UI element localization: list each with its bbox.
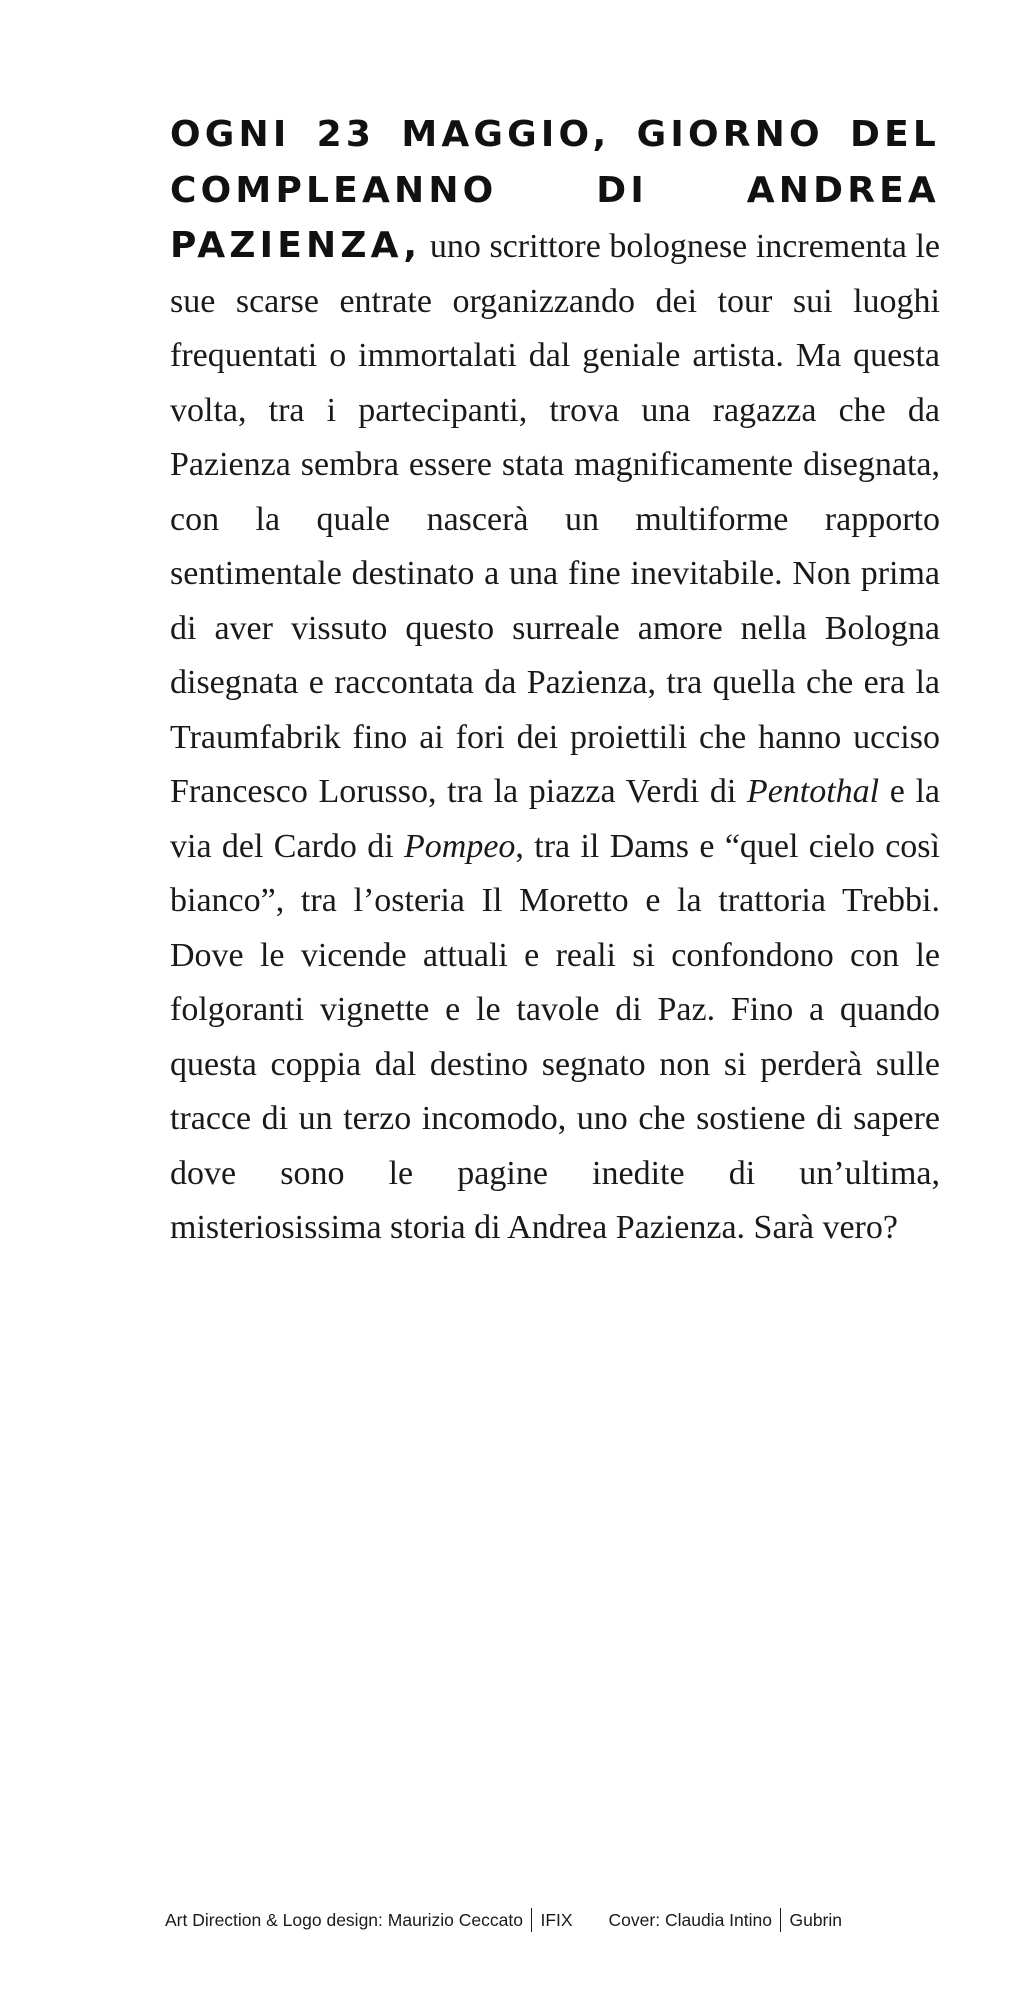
blurb-part-3: , tra il Dams e “quel cielo così bianco”, tra l’osteria Il Moretto e la trattoria Trebbi. Dove le vicende attuali e reali si confondono con le folgoranti vignette e le tavole di Paz. Fino a quando questa coppia dal destino segnato non si perderà sulle tracce di un terzo incomodo, uno che sostiene di sapere dove sono le pagine inedite di un’ultima, misteriosissima storia di Andrea Pazienza. Sarà vero? [170, 827, 940, 1246]
blurb-text [170, 108, 940, 1256]
credit-cover: Cover: Claudia Intino [608, 1910, 772, 1930]
credit-studio: IFIX [540, 1910, 573, 1930]
credit-separator [531, 1908, 533, 1932]
credit-art-direction: Art Direction & Logo design: Maurizio Ceccato [165, 1910, 523, 1930]
blurb-part-1: uno scrittore bolognese incrementa le sue scarse entrate organizzando dei tour sui luoghi frequentati o immortalati dal geniale artista. Ma questa volta, tra i partecipanti, trova una ragazza che da Pazienza sembra essere stata magnificamente disegnata, con la quale nascerà un multiforme rapporto sentimentale destinato a una fine inevitabile. Non prima di aver vissuto questo surreale amore nella Bologna disegnata e raccontata da Pazienza, tra quella che era la Traumfabrik fino ai fori dei proiettili che hanno ucciso Francesco Lorusso, tra la piazza Verdi di [170, 228, 940, 810]
credit-separator [780, 1908, 782, 1932]
credit-cover-studio: Gubrin [789, 1910, 842, 1930]
blurb-part-2: e la via del Cardo di [170, 773, 940, 865]
blurb-lead: OGNI 23 MAGGIO, GIORNO DEL COMPLEANNO DI ANDREA PAZIENZA, [170, 114, 940, 266]
blurb-italic-pentothal: Pentothal [746, 773, 880, 810]
blurb-italic-pompeo: Pompeo [404, 827, 516, 865]
credits-line [165, 1905, 925, 1935]
